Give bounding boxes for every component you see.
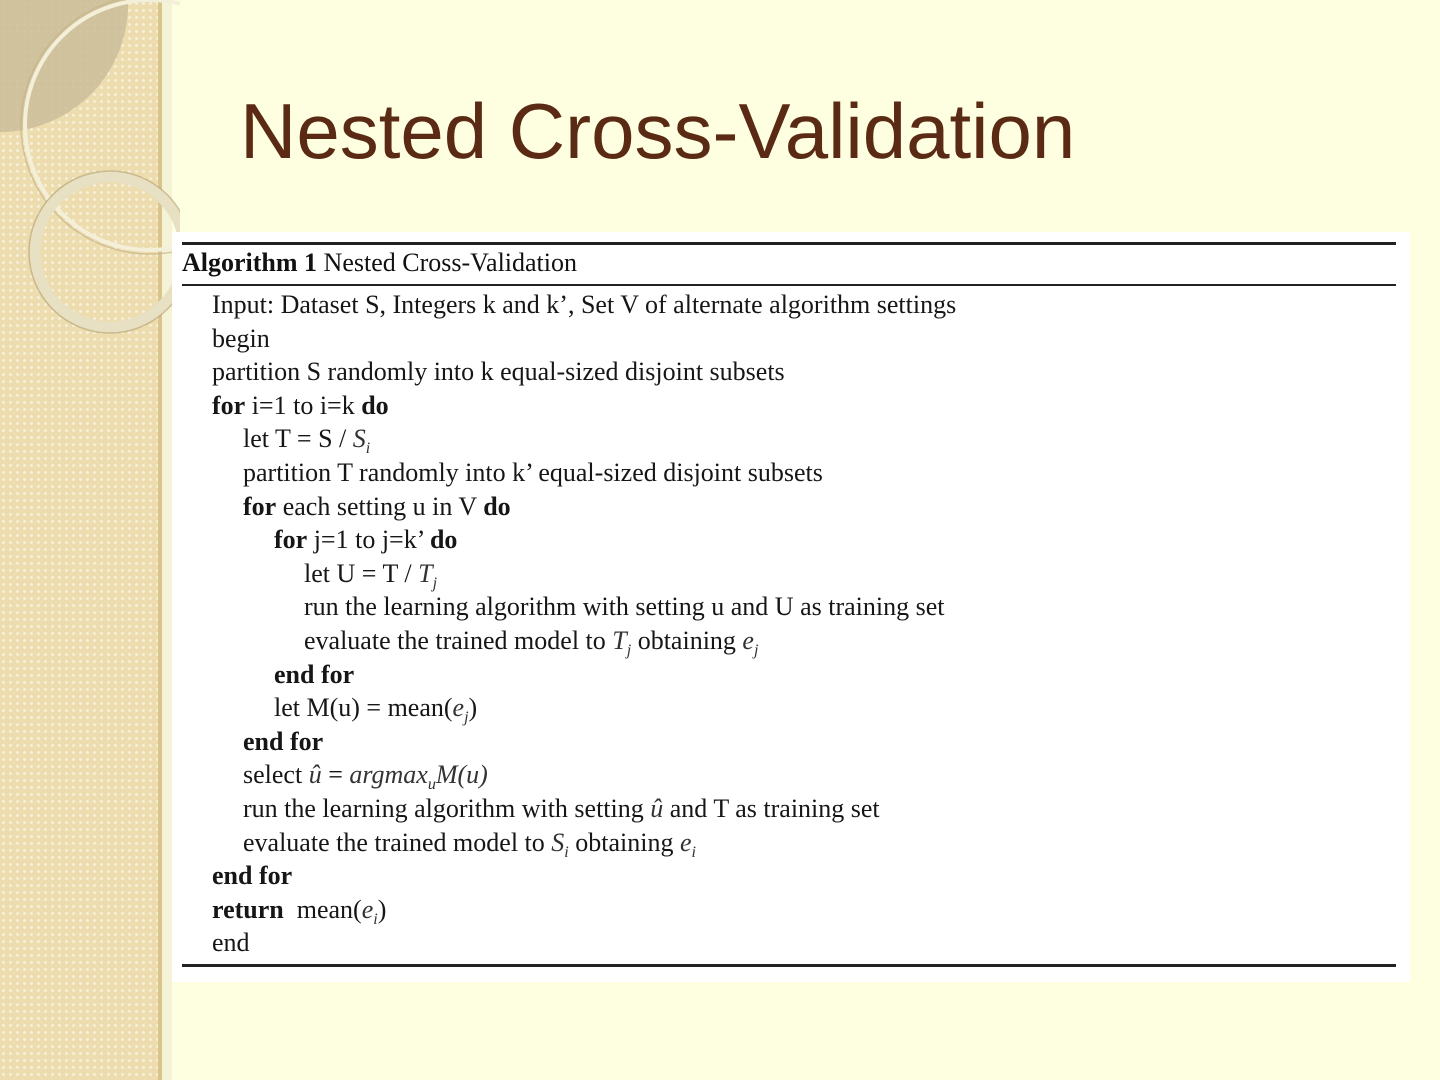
math-subscript: u — [427, 776, 436, 794]
keyword: end for — [274, 659, 355, 689]
line-partition-t — [212, 456, 1392, 490]
keyword: for — [274, 525, 308, 555]
math — [679, 827, 696, 861]
line-text: run the learning algorithm with setting u and U as training set — [304, 592, 945, 622]
line-begin — [212, 322, 1392, 356]
line-text: mean( — [283, 894, 362, 924]
math-symbol: e — [742, 625, 754, 655]
line-text: each setting u in V — [276, 491, 484, 521]
algorithm-label: Algorithm 1 — [182, 248, 318, 277]
line-text: ) — [468, 693, 478, 723]
math-symbol: û — [650, 793, 664, 823]
math — [612, 625, 632, 660]
math-symbol: argmax — [349, 760, 428, 790]
keyword: for — [243, 491, 277, 521]
line-run-hat — [212, 792, 1392, 826]
line-let-u — [212, 557, 1392, 591]
line-text: let M(u) = mean( — [274, 693, 453, 723]
keyword: do — [429, 525, 458, 555]
algorithm-caption — [182, 248, 577, 278]
line-text: let T = S / — [243, 424, 353, 454]
keyword: do — [483, 491, 511, 521]
algorithm-body — [212, 288, 1392, 960]
bottom-rule — [182, 964, 1396, 967]
line-text: and T as training set — [663, 793, 880, 823]
caption-rule — [182, 284, 1396, 286]
math — [418, 558, 438, 592]
math-subscript: j — [753, 642, 759, 660]
math-symbol: û — [308, 760, 322, 790]
line-text: j=1 to j=k’ — [307, 525, 430, 555]
math-subscript: j — [464, 709, 469, 727]
line-run-u — [212, 590, 1392, 624]
line-text: evaluate the trained model to — [243, 827, 552, 857]
line-text: end — [212, 928, 250, 958]
math-subscript: j — [626, 642, 632, 660]
line-text: Input: Dataset S, Integers k and k’, Set V of alternate algorithm settings — [212, 290, 957, 319]
math-symbol: e — [361, 894, 374, 924]
math-symbol: T — [612, 625, 627, 655]
math-subscript: i — [365, 440, 371, 458]
keyword: do — [361, 390, 389, 420]
line-text: partition S randomly into k equal-sized disjoint subsets — [212, 357, 785, 387]
line-end-for-u — [212, 725, 1392, 759]
decorative-circles — [0, 0, 180, 360]
line-partition-s — [212, 355, 1392, 389]
line-return — [212, 893, 1392, 927]
line-for-i — [212, 389, 1392, 423]
algorithm-name: Nested Cross-Validation — [323, 248, 578, 277]
decorative-ring-small — [35, 177, 180, 327]
line-text: obtaining — [568, 827, 680, 857]
line-evaluate-i — [212, 826, 1392, 860]
line-text: obtaining — [631, 625, 743, 655]
math — [742, 625, 759, 660]
line-text: let U = T / — [304, 558, 419, 588]
math-subscript: i — [564, 843, 569, 861]
algorithm-figure — [172, 232, 1410, 982]
line-text: ) — [377, 894, 387, 924]
math-symbol: e — [452, 693, 465, 723]
line-let-t — [212, 422, 1392, 456]
math — [551, 827, 569, 861]
line-for-u — [212, 490, 1392, 524]
math-symbol: e — [679, 827, 692, 857]
top-rule — [182, 242, 1396, 245]
math-symbol: T — [418, 558, 433, 588]
line-let-m — [212, 691, 1392, 725]
line-text: = — [321, 760, 350, 790]
math-subscript: i — [373, 910, 378, 928]
line-input — [212, 288, 1392, 322]
line-end — [212, 926, 1392, 960]
decorative-quarter-circle — [0, 0, 128, 132]
keyword: end for — [212, 861, 293, 891]
line-text: i=1 to i=k — [245, 390, 362, 420]
line-select — [212, 758, 1392, 792]
slide-title: Nested Cross-Validation — [240, 87, 1076, 175]
math-symbol: M(u) — [435, 760, 488, 790]
line-text: partition T randomly into k’ equal-sized disjoint subsets — [243, 457, 823, 487]
math — [352, 424, 371, 458]
line-end-for-j — [212, 658, 1392, 692]
math — [361, 894, 378, 928]
keyword: end for — [243, 726, 324, 756]
math — [452, 693, 469, 727]
math-subscript: i — [691, 843, 696, 861]
keyword: return — [212, 894, 284, 924]
math — [349, 760, 488, 794]
line-evaluate-j — [212, 624, 1392, 658]
math-symbol: S — [352, 424, 366, 454]
math-subscript: j — [432, 574, 438, 592]
line-text: select — [243, 760, 309, 790]
line-text: run the learning algorithm with setting — [243, 793, 651, 823]
line-text: begin — [212, 323, 270, 353]
line-for-j — [212, 523, 1392, 557]
keyword: for — [212, 390, 246, 420]
line-end-for-i — [212, 859, 1392, 893]
math-symbol: S — [551, 827, 565, 857]
line-text: evaluate the trained model to — [304, 625, 613, 655]
